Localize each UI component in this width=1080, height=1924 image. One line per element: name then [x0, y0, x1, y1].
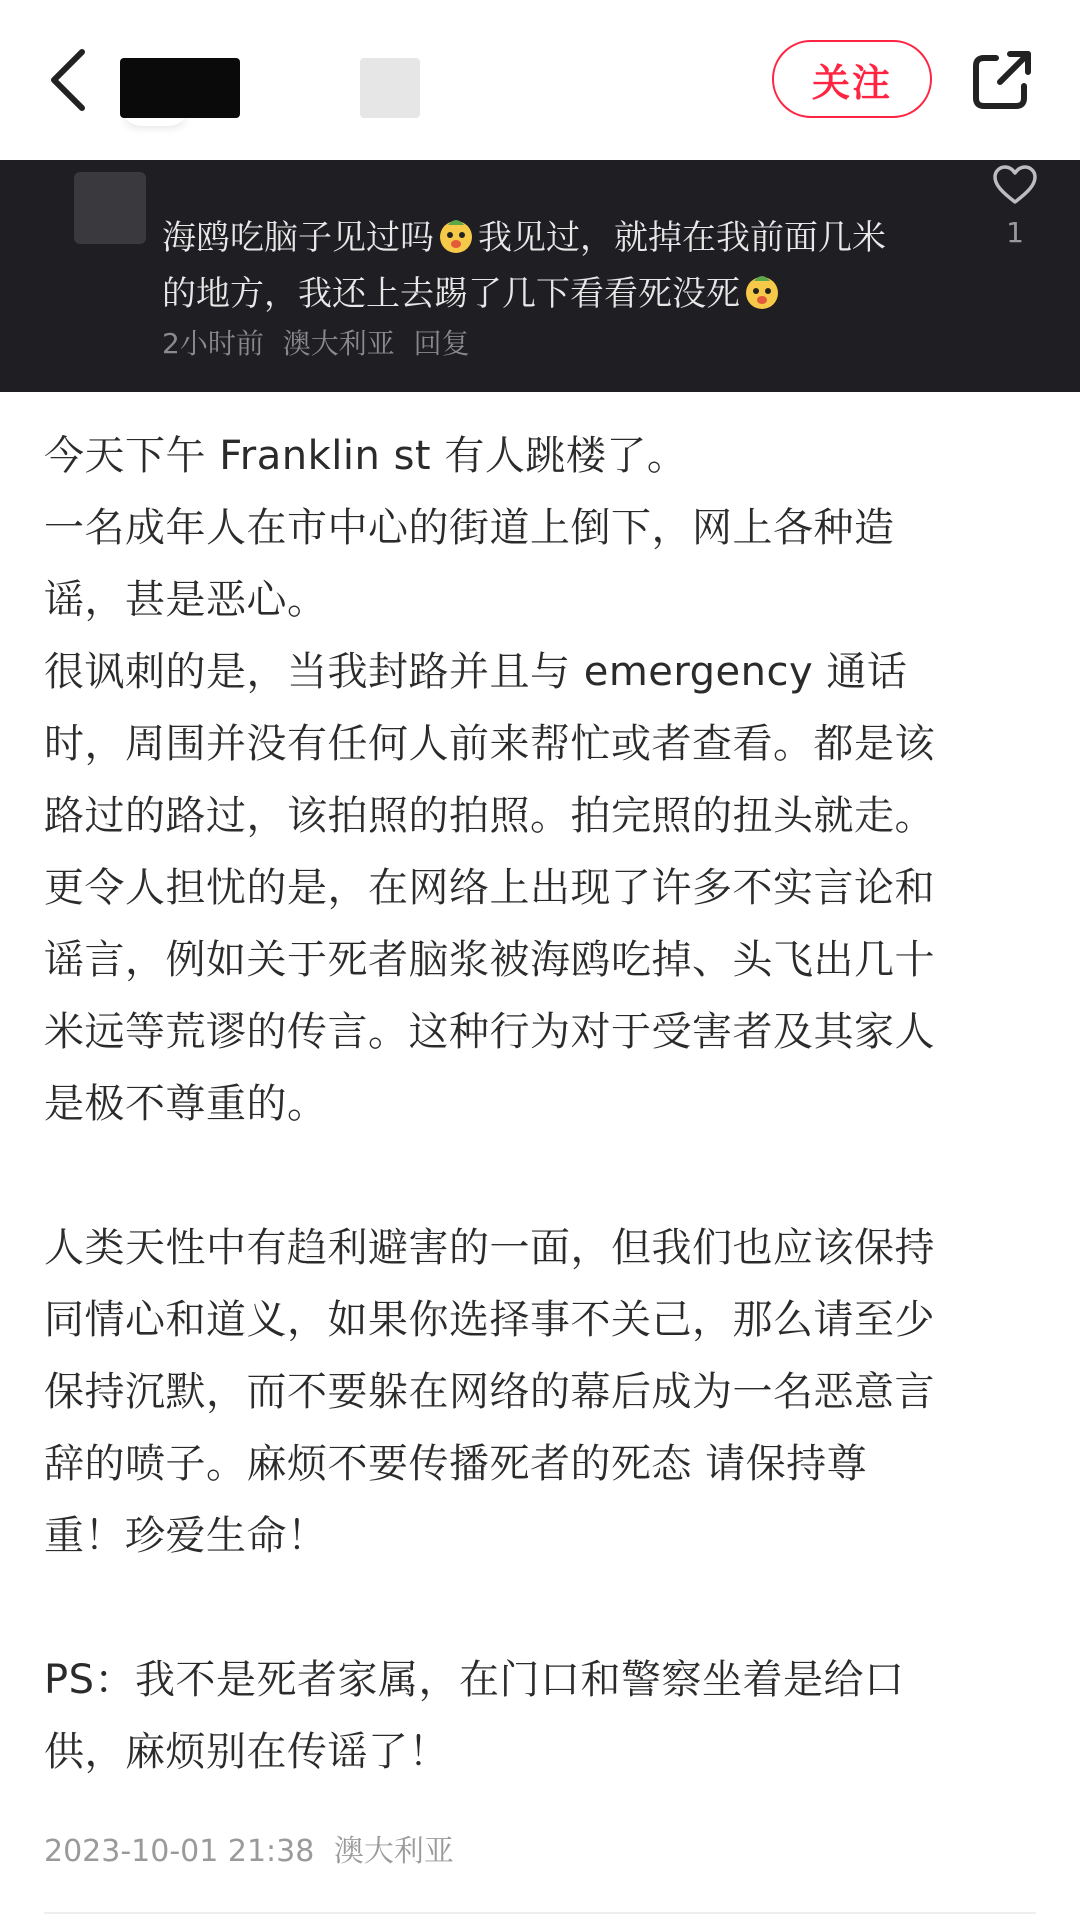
- author-name-redacted[interactable]: [360, 58, 420, 118]
- commenter-avatar[interactable]: [74, 172, 146, 244]
- comment-location: 澳大利亚: [282, 327, 395, 360]
- comment-line-1b: 我见过，就掉在我前面几米: [478, 218, 886, 258]
- share-icon[interactable]: [970, 48, 1034, 112]
- paragraph-1: [44, 420, 1044, 1140]
- text-line: 同情心和道义，如果你选择事不关己，那么请至少: [44, 1297, 935, 1343]
- comment-line-2: 的地方，我还上去踢了几下看看死没死: [162, 274, 740, 314]
- comment-reply-button[interactable]: 回复: [413, 327, 470, 360]
- text-line: 重！珍爱生命！: [44, 1513, 328, 1559]
- post-meta: [44, 1826, 464, 1870]
- divider: [44, 1912, 1036, 1914]
- post-date: 2023-10-01 21:38: [44, 1834, 315, 1869]
- text-line: 一名成年人在市中心的街道上倒下，网上各种造: [44, 505, 895, 551]
- text-line: 供，麻烦别在传谣了！: [44, 1729, 449, 1775]
- like-count: 1: [1006, 216, 1024, 249]
- text-line: 今天下午 Franklin st 有人跳楼了。: [44, 433, 688, 479]
- paragraph-gap: [44, 1140, 1044, 1212]
- text-line: 保持沉默，而不要躲在网络的幕后成为一名恶意言: [44, 1369, 935, 1415]
- text-line: 辞的喷子。麻烦不要传播死者的死态 请保持尊: [44, 1441, 868, 1487]
- paragraph-gap: [44, 1572, 1044, 1644]
- text-line: 人类天性中有趋利避害的一面，但我们也应该保持: [44, 1225, 935, 1271]
- comment-text: [162, 210, 942, 322]
- comment-line-1a: 海鸥吃脑子见过吗: [162, 218, 434, 258]
- text-line: 很讽刺的是，当我封路并且与 emergency 通话: [44, 649, 908, 695]
- top-nav-bar: [0, 0, 1080, 160]
- post-body: [44, 420, 1044, 1788]
- emoji-icon: [436, 215, 476, 255]
- paragraph-2: [44, 1212, 1044, 1572]
- text-line: 是极不尊重的。: [44, 1081, 328, 1127]
- heart-icon[interactable]: [992, 164, 1038, 206]
- author-avatar-redacted[interactable]: [120, 58, 240, 118]
- emoji-icon: [742, 271, 782, 311]
- follow-button[interactable]: 关注: [772, 40, 932, 118]
- text-line: 时，周围并没有任何人前来帮忙或者查看。都是该: [44, 721, 935, 767]
- post-location: 澳大利亚: [333, 1834, 454, 1869]
- comment-meta: [162, 326, 480, 362]
- text-line: 谣，甚是恶心。: [44, 577, 328, 623]
- text-line: 更令人担忧的是，在网络上出现了许多不实言论和: [44, 865, 935, 911]
- text-line: 米远等荒谬的传言。这种行为对于受害者及其家人: [44, 1009, 935, 1055]
- back-arrow-icon[interactable]: [40, 44, 96, 116]
- floating-comment[interactable]: [0, 160, 1080, 392]
- text-line: 谣言，例如关于死者脑浆被海鸥吃掉、头飞出几十: [44, 937, 935, 983]
- text-line: PS：我不是死者家属，在门口和警察坐着是给口: [44, 1657, 905, 1703]
- comment-time: 2小时前: [162, 327, 264, 360]
- text-line: 路过的路过，该拍照的拍照。拍完照的扭头就走。: [44, 793, 935, 839]
- paragraph-3: [44, 1644, 1044, 1788]
